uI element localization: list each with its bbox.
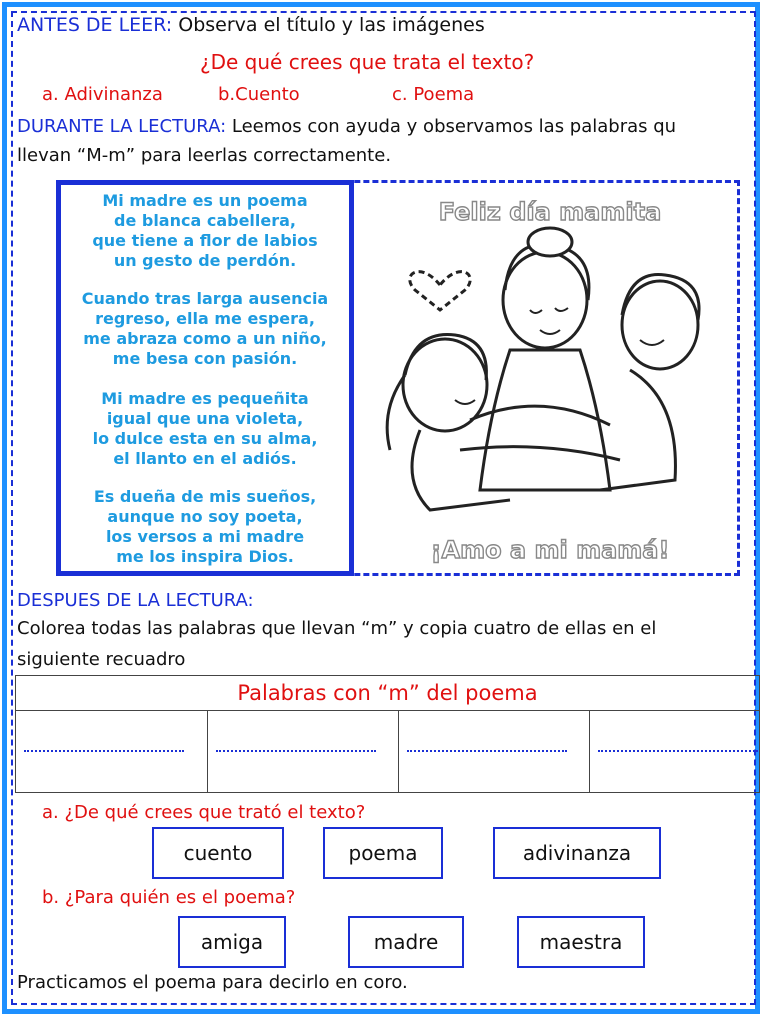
poem-line: aunque no soy poeta, — [107, 507, 303, 526]
answer-madre[interactable]: madre — [348, 916, 464, 968]
poem-line: el llanto en el adiós. — [113, 449, 297, 468]
answer-poema[interactable]: poema — [323, 827, 443, 879]
poem-line: los versos a mi madre — [105, 527, 305, 546]
dotted-line — [598, 750, 758, 752]
poem-line: Mi madre es pequeñita — [101, 389, 309, 408]
poem-line: que tiene a flor de labios — [92, 231, 318, 250]
poem-stanza-4 — [60, 487, 350, 567]
answer-cuento[interactable]: cuento — [152, 827, 284, 879]
poem-line: un gesto de perdón. — [113, 251, 297, 270]
word-cell-2[interactable] — [208, 710, 399, 793]
word-cell-4[interactable] — [590, 710, 759, 793]
option-poema: c. Poema — [392, 84, 475, 105]
dotted-line — [24, 750, 184, 752]
poem-line: Es dueña de mis sueños, — [93, 487, 317, 506]
poem-line: me los inspira Dios. — [116, 547, 294, 566]
poem-line: me besa con pasión. — [112, 349, 298, 368]
dotted-line — [216, 750, 376, 752]
durante-text-2: llevan “M-m” para leerlas correctamente. — [17, 145, 392, 166]
main-question: ¿De qué crees que trata el texto? — [200, 50, 535, 74]
heart-icon — [410, 272, 470, 310]
mother-children-illustration — [360, 190, 732, 570]
durante-line — [17, 116, 757, 137]
despues-text-2: siguiente recuadro — [17, 649, 186, 670]
poem-line: regreso, ella me espera, — [95, 309, 315, 328]
antes-line — [17, 14, 485, 36]
poem-stanza-2 — [60, 289, 350, 369]
word-cell-1[interactable] — [16, 710, 208, 793]
answer-maestra[interactable]: maestra — [517, 916, 645, 968]
durante-label: DURANTE LA LECTURA: — [17, 116, 227, 137]
despues-label: DESPUES DE LA LECTURA: — [17, 590, 254, 611]
despues-text-1: Colorea todas las palabras que llevan “m” y copia cuatro de ellas en el — [17, 618, 657, 639]
antes-label: ANTES DE LEER: — [17, 14, 173, 36]
image-caption: ¡Amo a mi mamá! — [430, 536, 670, 564]
word-cell-3[interactable] — [399, 710, 590, 793]
poem-stanza-3 — [60, 389, 350, 469]
answer-adivinanza[interactable]: adivinanza — [493, 827, 661, 879]
question-a: a. ¿De qué crees que trató el texto? — [42, 802, 366, 823]
antes-text: Observa el título y las imágenes — [172, 14, 485, 36]
family-drawing — [360, 190, 732, 570]
footer-text: Practicamos el poema para decirlo en coro. — [17, 972, 408, 993]
durante-text-1: Leemos con ayuda y observamos las palabras qu — [226, 116, 677, 137]
dotted-line — [407, 750, 567, 752]
poem-line: Cuando tras larga ausencia — [81, 289, 329, 308]
words-table — [15, 675, 760, 793]
table-title: Palabras con “m” del poema — [16, 676, 759, 711]
option-adivinanza: a. Adivinanza — [42, 84, 163, 105]
poem-line: de blanca cabellera, — [113, 211, 297, 230]
answer-amiga[interactable]: amiga — [178, 916, 286, 968]
option-cuento: b.Cuento — [218, 84, 300, 105]
poem-line: igual que una violeta, — [106, 409, 304, 428]
question-b: b. ¿Para quién es el poema? — [42, 887, 296, 908]
poem-stanza-1 — [60, 191, 350, 271]
poem-line: me abraza como a un niño, — [83, 329, 327, 348]
boy-head — [622, 281, 698, 369]
image-title: Feliz día mamita — [438, 198, 662, 226]
poem-line: lo dulce esta en su alma, — [92, 429, 318, 448]
poem-line: Mi madre es un poema — [102, 191, 308, 210]
